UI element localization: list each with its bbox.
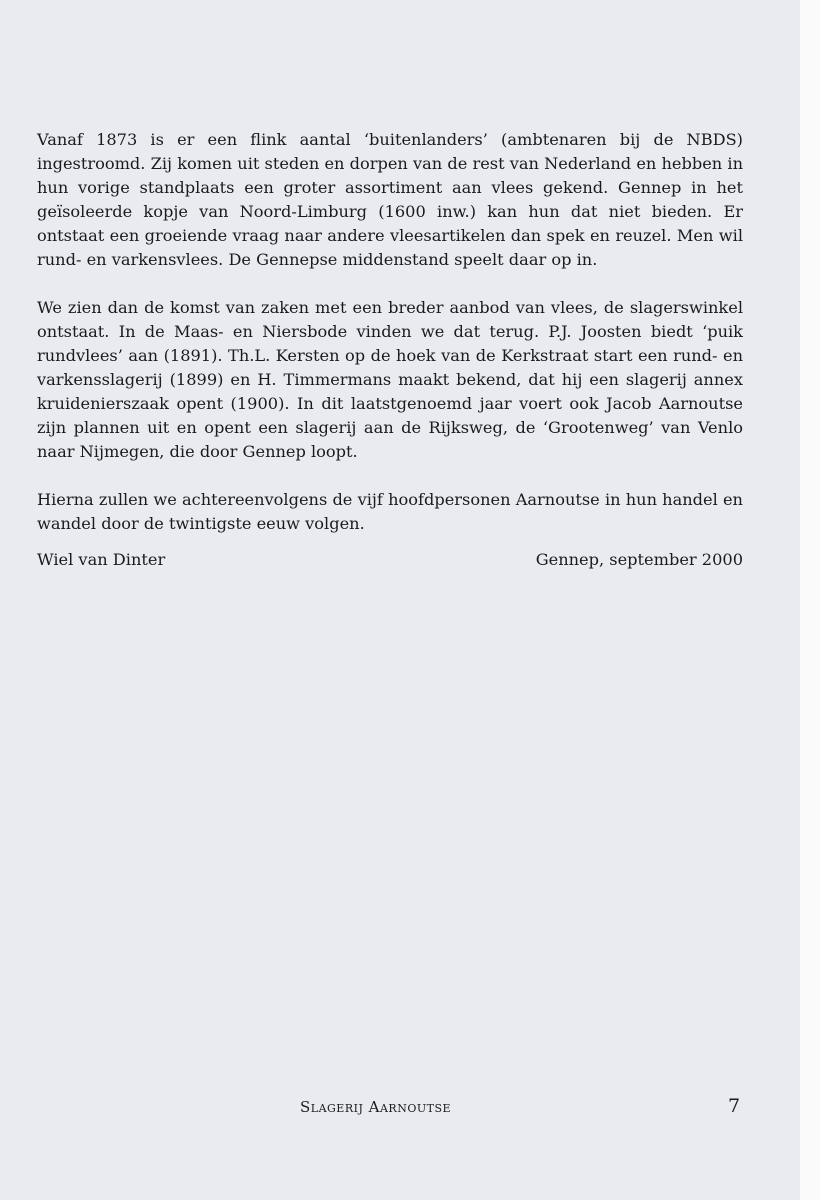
paragraph-intro: Vanaf 1873 is er een flink aantal ‘buitenlanders’ (ambtenaren bij de NBDS) ingestroomd. Zij komen uit steden en dorpen van de rest van Nederland en hebben in hun vorige standplaats een groter assortiment aan vlees gekend. Gennep in het geïsoleerde kopje van Noord-Limburg (1600 inw.) kan hun dat niet bieden. Er ontstaat een groeiende vraag naar andere vleesartikelen dan spek en reuzel. Men wil rund- en varkensvlees. De Gennepse middenstand speelt daar op in. xyxy=(37,130,743,269)
paragraph-butchers: We zien dan de komst van zaken met een breder aanbod van vlees, de slagerswinkel ontstaat. In de Maas- en Niersbode vinden we dat terug. P.J. Joosten biedt ‘puik rundvlees’ aan (1891). Th.L. Kersten op de hoek van de Kerkstraat start een rund- en varkensslagerij (1899) en H. Timmermans maakt bekend, dat hij een slagerij annex kruidenierszaak opent (1900). In dit laatstgenoemd jaar voert ook Jacob Aarnoutse zijn plannen uit en opent een slagerij aan de Rijksweg, de ‘Grootenweg’ van Venlo naar Nijmegen, die door Gennep loopt. xyxy=(37,298,743,461)
body-text xyxy=(37,128,743,560)
paragraph-outlook: Hierna zullen we achtereenvolgens de vijf hoofdpersonen Aarnoutse in hun handel en wandel door de twintigste eeuw volgen. xyxy=(37,490,743,533)
running-title: Slagerij Aarnoutse xyxy=(300,1098,452,1116)
page-number: 7 xyxy=(728,1095,741,1117)
signature-row xyxy=(37,548,743,572)
place-date: Gennep, september 2000 xyxy=(535,550,743,569)
author-name: Wiel van Dinter xyxy=(37,550,166,569)
page-edge xyxy=(800,0,820,1200)
page-footer xyxy=(0,1095,800,1128)
